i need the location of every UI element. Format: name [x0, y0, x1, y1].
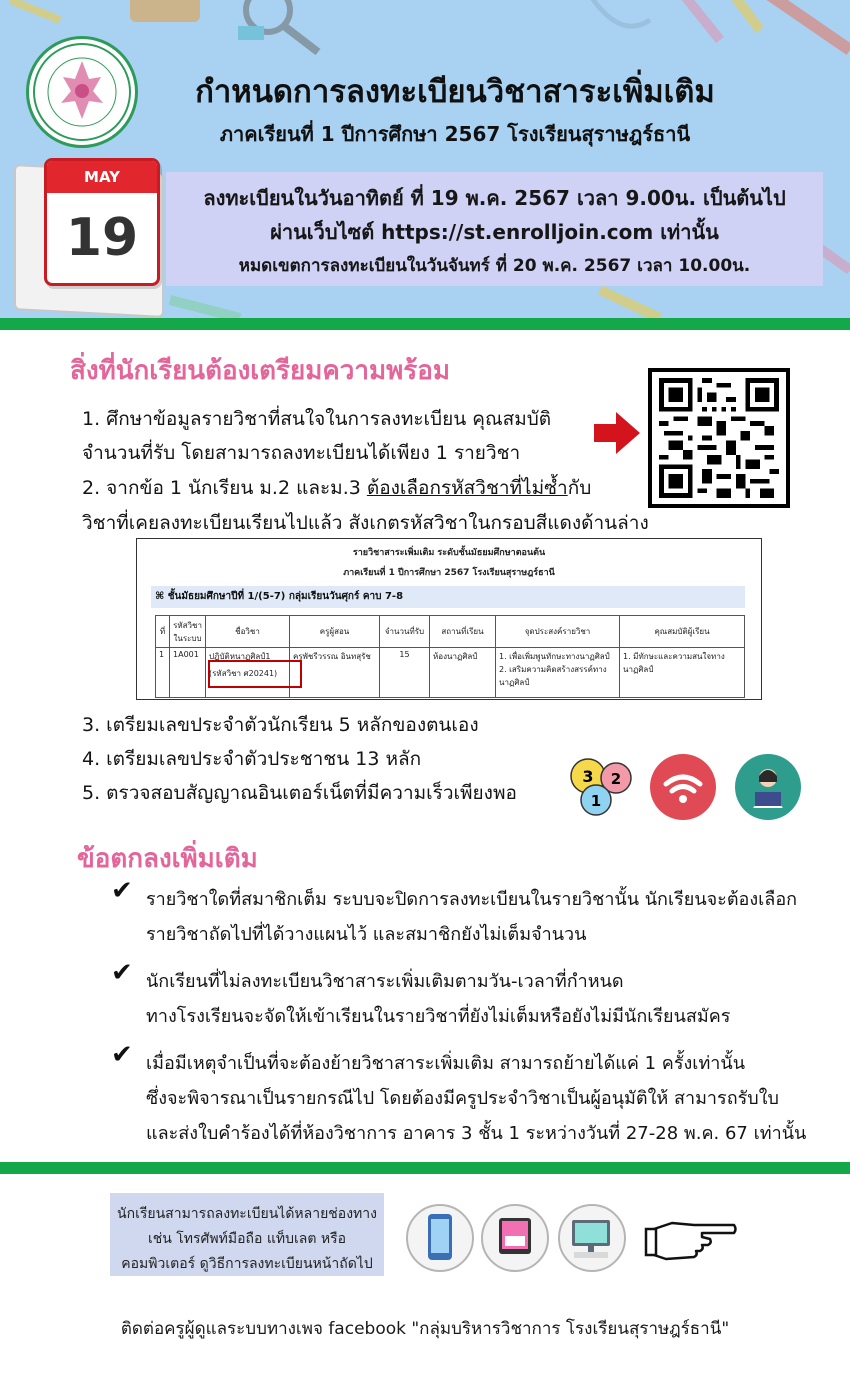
- course-table-title: รายวิชาสาระเพิ่มเติม ระดับชั้นมัธยมศึกษาตอนต้น: [352, 548, 546, 558]
- course-code: 1A001: [170, 648, 206, 698]
- tablet-icon: [481, 1204, 549, 1272]
- bubble-number: 3: [582, 767, 594, 786]
- bubble-number: 2: [610, 770, 622, 788]
- table-header-cell: ครูผู้สอน: [290, 616, 380, 648]
- contact-facebook[interactable]: ติดต่อครูผู้ดูแลระบบทางเพจ facebook "กลุ่มบริหารวิชาการ โรงเรียนสุราษฎร์ธานี": [120, 1319, 730, 1339]
- prep-item-1-line1: 1. ศึกษาข้อมูลรายวิชาที่สนใจในการลงทะเบียน คุณสมบัติ: [82, 408, 552, 430]
- divider-bottom: [0, 1162, 850, 1174]
- divider-top: [0, 318, 850, 330]
- table-header-cell: ชื่อวิชา: [206, 616, 290, 648]
- registration-deadline: หมดเขตการลงทะเบียนในวันจันทร์ ที่ 20 พ.ค. 2567 เวลา 10.00น.: [238, 256, 751, 276]
- channels-line-2: เช่น โทรศัพท์มือถือ แท็บเลต หรือ: [147, 1231, 347, 1247]
- mobile-phone-icon: [406, 1204, 474, 1272]
- school-logo: [26, 36, 138, 148]
- table-header-cell: จำนวนที่รับ: [380, 616, 430, 648]
- table-header-cell: คุณสมบัติผู้เรียน: [620, 616, 745, 648]
- course-name-code: (รหัสวิชา ศ20241): [209, 669, 278, 678]
- school-emblem-icon: [29, 39, 135, 145]
- agreement-2-line2: ทางโรงเรียนจะจัดให้เข้าเรียนในรายวิชาที่ยังไม่เต็มหรือยังไม่มีนักเรียนสมัคร: [146, 1006, 731, 1027]
- wifi-icon: [650, 754, 716, 820]
- channels-line-1: นักเรียนสามารถลงทะเบียนได้หลายช่องทาง: [117, 1206, 377, 1222]
- student-reading-icon: [735, 754, 801, 820]
- calendar-icon: [44, 158, 160, 286]
- agreement-3-line1: เมื่อมีเหตุจำเป็นที่จะต้องย้ายวิชาสาระเพิ่มเติม สามารถย้ายได้แค่ 1 ครั้งเท่านั้น: [146, 1053, 746, 1074]
- table-header-cell: สถานที่เรียน: [430, 616, 496, 648]
- agreement-1-line2: รายวิชาถัดไปที่ได้วางแผนไว้ และสมาชิกยังไม่เต็มจำนวน: [146, 924, 587, 945]
- course-no: 1: [156, 648, 170, 698]
- reader-icon: [735, 754, 801, 820]
- channels-line-3: คอมพิวเตอร์ ดูวิธีการลงทะเบียนหน้าถัดไป: [121, 1256, 373, 1272]
- wifi-symbol-icon: [650, 754, 716, 820]
- check-icon: ✔: [111, 958, 133, 988]
- prep-item-5: 5. ตรวจสอบสัญญาณอินเตอร์เน็ตที่มีความเร็วเพียงพอ: [82, 782, 517, 804]
- prep-item-2-prefix: 2. จากข้อ 1 นักเรียน ม.2 และม.3: [82, 477, 367, 499]
- prep-item-4: 4. เตรียมเลขประจำตัวประชาชน 13 หลัก: [82, 748, 422, 770]
- preparation-heading: สิ่งที่นักเรียนต้องเตรียมความพร้อม: [70, 356, 450, 386]
- phone-icon: [408, 1206, 472, 1270]
- page-title: กำหนดการลงทะเบียนวิชาสาระเพิ่มเติม: [195, 74, 715, 110]
- course-code-highlight: [208, 660, 302, 688]
- header-banner: [0, 0, 850, 318]
- course-quota: 15: [380, 648, 430, 698]
- qr-code-icon: [658, 378, 780, 498]
- numbered-bubbles-icon: [566, 756, 638, 822]
- course-table-subtitle: ภาคเรียนที่ 1 ปีการศึกษา 2567 โรงเรียนสุราษฎร์ธานี: [343, 568, 555, 578]
- check-icon: ✔: [111, 1040, 133, 1070]
- table-header-cell: ที่: [156, 616, 170, 648]
- agreement-2-line1: นักเรียนที่ไม่ลงทะเบียนวิชาสาระเพิ่มเติมตามวัน-เวลาที่กำหนด: [146, 971, 624, 992]
- course-table-grade: ⌘ ชั้นมัธยมศึกษาปีที่ 1/(5-7) กลุ่มเรียนวันศุกร์ คาบ 7-8: [151, 586, 745, 608]
- agreements-heading: ข้อตกลงเพิ่มเติม: [77, 844, 258, 874]
- page-subtitle: ภาคเรียนที่ 1 ปีการศึกษา 2567 โรงเรียนสุราษฎร์ธานี: [219, 122, 691, 146]
- tablet-hand-icon: [483, 1206, 547, 1270]
- course-teacher: ครูพัชรีวรรณ อินทสุรัช: [290, 648, 380, 698]
- calendar-day: 19: [65, 208, 139, 268]
- bubble-number: 1: [590, 792, 602, 810]
- course-place: ห้องนาฏศิลป์: [430, 648, 496, 698]
- table-header-cell: จุดประสงค์รายวิชา: [496, 616, 620, 648]
- prep-item-2-line2: วิชาที่เคยลงทะเบียนเรียนไปแล้ว สังเกตรหัสวิชาในกรอบสีแดงด้านล่าง: [82, 512, 649, 534]
- course-qualification: 1. มีทักษะและความสนใจทางนาฏศิลป์: [620, 648, 745, 698]
- arrow-right-icon: [594, 410, 640, 456]
- registration-website[interactable]: ผ่านเว็บไซต์ https://st.enrolljoin.com เท่านั้น: [270, 220, 719, 244]
- table-header-row: [156, 616, 745, 648]
- table-header-cell: รหัสวิชา ในระบบ: [170, 616, 206, 648]
- desktop-computer-icon: [560, 1206, 624, 1270]
- prep-item-1-line2: จำนวนที่รับ โดยสามารถลงทะเบียนได้เพียง 1 รายวิชา: [82, 442, 521, 464]
- agreement-3-line2: ซึ่งจะพิจารณาเป็นรายกรณีไป โดยต้องมีครูประจำวิชาเป็นผู้อนุมัติให้ สามารถรับใบ: [146, 1088, 779, 1109]
- computer-icon: [558, 1204, 626, 1272]
- registration-start: ลงทะเบียนในวันอาทิตย์ ที่ 19 พ.ค. 2567 เวลา 9.00น. เป็นต้นไป: [203, 186, 786, 210]
- prep-item-2-suffix: กับ: [567, 477, 592, 499]
- pointing-hand-icon: [644, 1213, 738, 1265]
- agreement-1-line1: รายวิชาใดที่สมาชิกเต็ม ระบบจะปิดการลงทะเบียนในรายวิชานั้น นักเรียนจะต้องเลือก: [146, 889, 798, 910]
- calendar-month: MAY: [47, 161, 157, 193]
- check-icon: ✔: [111, 876, 133, 906]
- prep-item-2-underlined: ต้องเลือกรหัสวิชาที่ไม่ซ้ำ: [366, 477, 568, 499]
- agreement-3-line3: และส่งใบคำร้องได้ที่ห้องวิชาการ อาคาร 3 ชั้น 1 ระหว่างวันที่ 27-28 พ.ค. 67 เท่านั้น: [146, 1123, 807, 1144]
- course-name: ปฏิบัติหนาฏศิลป์1: [209, 652, 271, 661]
- qr-code[interactable]: [648, 368, 790, 508]
- prep-item-3: 3. เตรียมเลขประจำตัวนักเรียน 5 หลักของตนเอง: [82, 714, 479, 736]
- course-objective: 1. เพื่อเพิ่มพูนทักษะทางนาฏศิลป์ 2. เสริมความคิดสร้างสรรค์ทางนาฏศิลป์: [496, 648, 620, 698]
- prep-item-2-line1: [82, 473, 591, 503]
